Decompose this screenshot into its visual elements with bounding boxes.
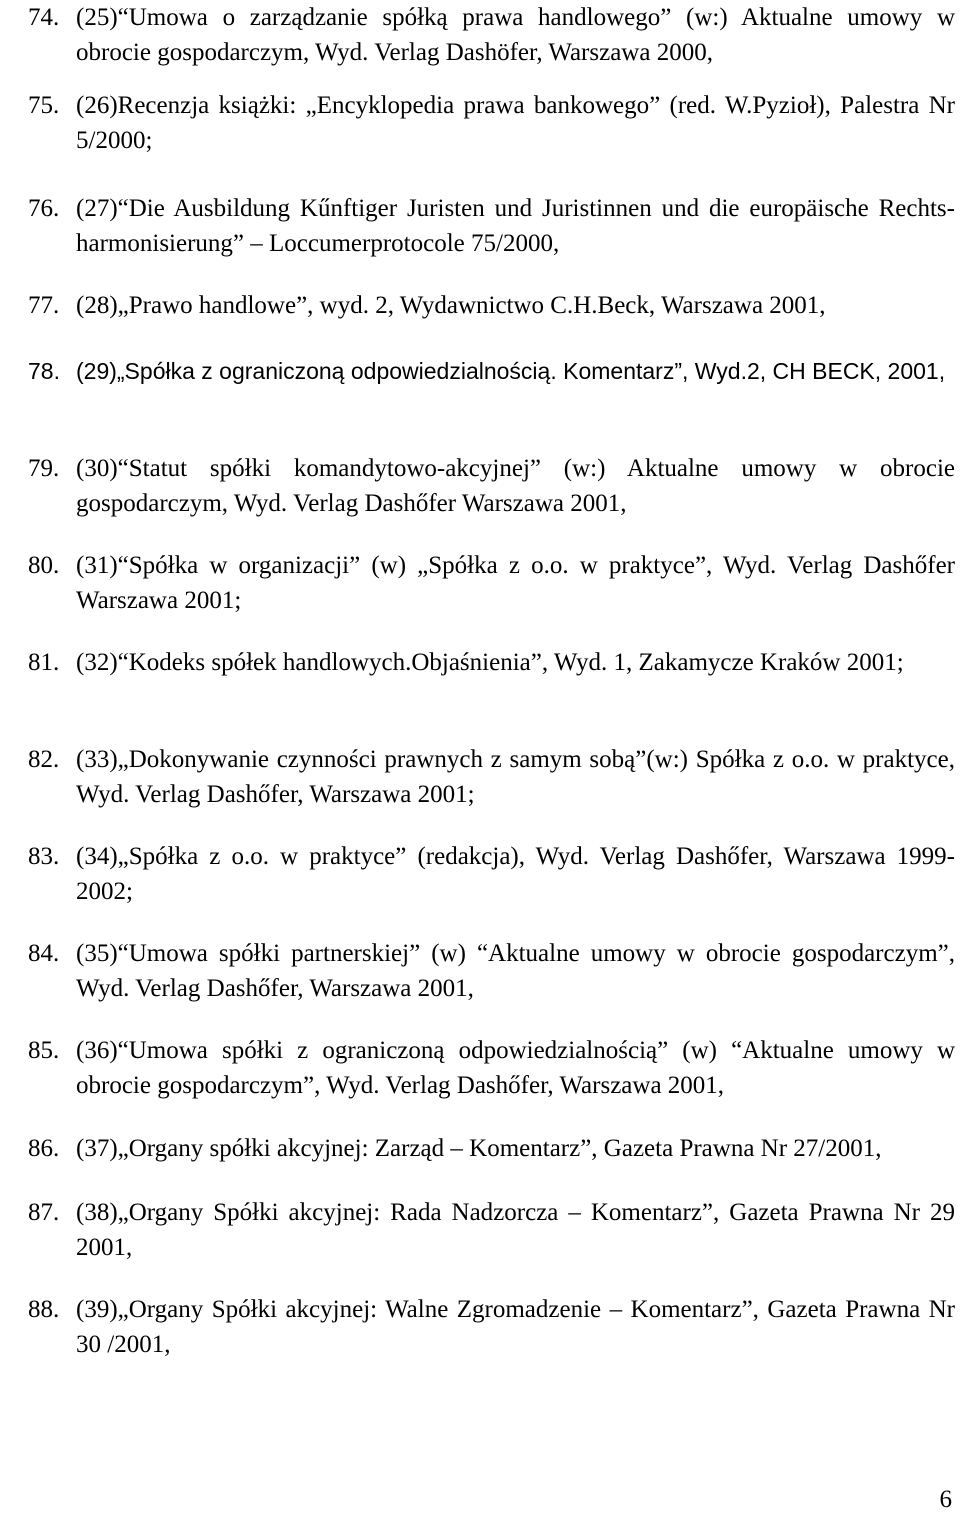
entry-number: 76. (28, 195, 60, 222)
entry-text: (38)„Organy Spółki akcyjnej: Rada Nadzorcza – Komentarz”, Gazeta Prawna Nr 29 2001, (76, 1199, 955, 1261)
bibliography-entry (28, 354, 955, 389)
bibliography-entry (28, 1033, 955, 1103)
bibliography-entry (28, 1292, 955, 1362)
entry-text: (31)“Spółka w organizacji” (w) „Spółka z o.o. w praktyce”, Wyd. Verlag Dashőfer Warszawa 2001; (76, 552, 955, 614)
entry-text: (29)„Spółka z ograniczoną odpowiedzialnością. Komentarz”, Wyd.2, CH BECK, 2001, (76, 358, 946, 384)
entry-text: (33)„Dokonywanie czynności prawnych z samym sobą”(w:) Spółka z o.o. w praktyce, Wyd. Verlag Dashőfer, Warszawa 2001; (76, 746, 955, 808)
entry-text: (26)Recenzja książki: „Encyklopedia prawa bankowego” (red. W.Pyzioł), Palestra Nr 5/2000; (76, 92, 955, 154)
entry-number: 80. (28, 552, 60, 579)
bibliography-entry (28, 451, 955, 521)
entry-number: 77. (28, 292, 60, 319)
entry-number: 86. (28, 1135, 60, 1162)
entry-text: (30)“Statut spółki komandytowo-akcyjnej” (w:) Aktualne umowy w obrocie gospodarczym, Wyd. Verlag Dashőfer Warszawa 2001, (76, 455, 955, 517)
bibliography-entry (28, 742, 955, 812)
bibliography-entry (28, 1195, 955, 1265)
bibliography-entry (28, 191, 955, 261)
entry-text: (32)“Kodeks spółek handlowych.Objaśnienia”, Wyd. 1, Zakamycze Kraków 2001; (76, 649, 904, 676)
entry-number: 84. (28, 940, 60, 967)
bibliography-entry (28, 0, 955, 70)
bibliography-entry (28, 936, 955, 1006)
entry-text: (39)„Organy Spółki akcyjnej: Walne Zgromadzenie – Komentarz”, Gazeta Prawna Nr 30 /2001, (76, 1296, 955, 1358)
page-number: 6 (939, 1486, 952, 1513)
entry-text: (27)“Die Ausbildung Kűnftiger Juristen und Juristinnen und die europäische Rechts-harmonisierung” – Loccumerprotocole 75/2000, (76, 195, 955, 257)
entry-text: (35)“Umowa spółki partnerskiej” (w) “Aktualne umowy w obrocie gospodarczym”, Wyd. Verlag Dashőfer, Warszawa 2001, (76, 940, 955, 1002)
bibliography-entry (28, 288, 955, 323)
entry-number: 81. (28, 649, 60, 676)
entry-text: (34)„Spółka z o.o. w praktyce” (redakcja), Wyd. Verlag Dashőfer, Warszawa 1999-2002; (76, 843, 955, 905)
entry-number: 88. (28, 1296, 60, 1323)
entry-text: (25)“Umowa o zarządzanie spółką prawa handlowego” (w:) Aktualne umowy w obrocie gospodarczym, Wyd. Verlag Dashöfer, Warszawa 2000, (76, 4, 955, 66)
entry-number: 83. (28, 843, 60, 870)
bibliography-entry (28, 839, 955, 909)
entry-number: 78. (28, 358, 60, 384)
entry-number: 75. (28, 92, 60, 119)
bibliography-entry (28, 548, 955, 618)
entry-number: 79. (28, 455, 60, 482)
bibliography-entry (28, 88, 955, 158)
bibliography-entry (28, 645, 955, 680)
entry-number: 85. (28, 1037, 60, 1064)
entry-text: (28)„Prawo handlowe”, wyd. 2, Wydawnictwo C.H.Beck, Warszawa 2001, (76, 292, 826, 319)
entry-text: (37)„Organy spółki akcyjnej: Zarząd – Komentarz”, Gazeta Prawna Nr 27/2001, (76, 1135, 882, 1162)
entry-number: 87. (28, 1199, 60, 1226)
entry-text: (36)“Umowa spółki z ograniczoną odpowiedzialnością” (w) “Aktualne umowy w obrocie gospodarczym”, Wyd. Verlag Dashőfer, Warszawa 2001, (76, 1037, 955, 1099)
entry-number: 82. (28, 746, 60, 773)
bibliography-entry (28, 1131, 955, 1166)
entry-number: 74. (28, 4, 60, 31)
